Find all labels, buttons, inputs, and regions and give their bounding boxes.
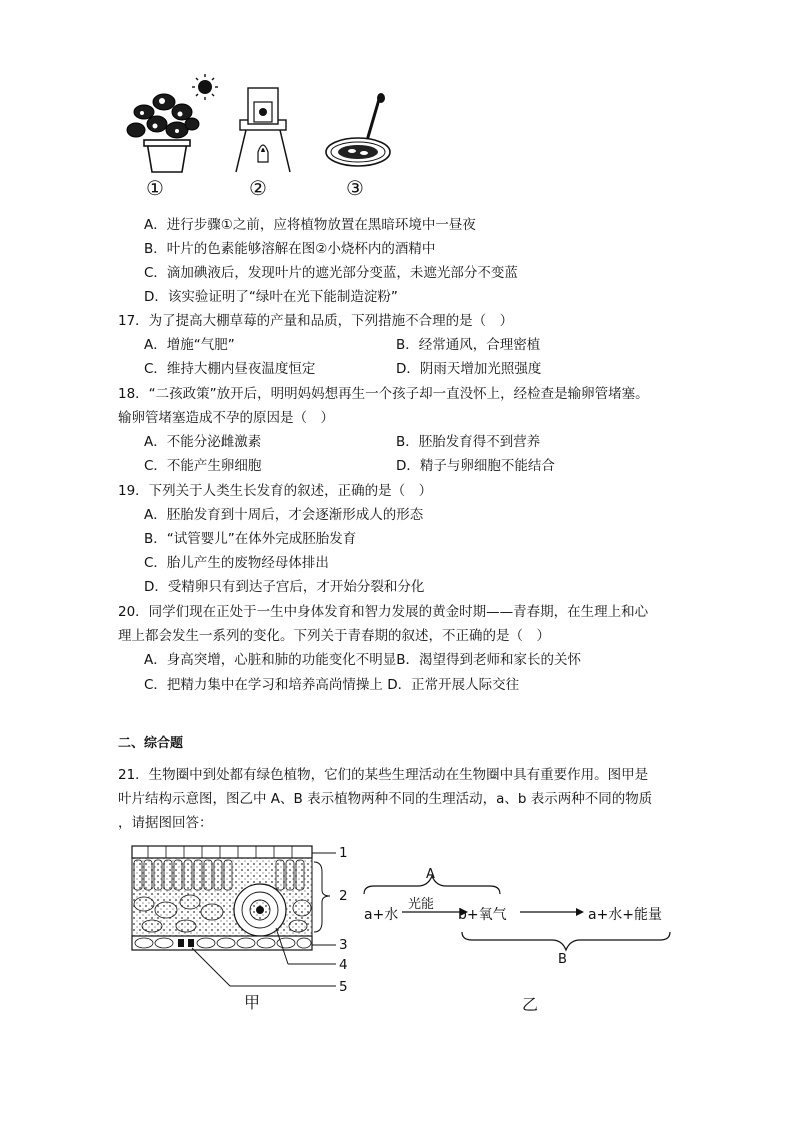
figure-label-3: ③	[346, 176, 364, 200]
option-b: B．“试管婴儿”在体外完成胚胎发育	[144, 531, 357, 547]
label-b-process: B	[558, 952, 567, 967]
leaf-cross-section-diagram	[126, 838, 356, 998]
label-2: 2	[339, 888, 348, 904]
option-d: D．阴雨天增加光照强度	[396, 361, 542, 377]
options-c-d: C．把精力集中在学习和培养高尚情操上 D．正常开展人际交往	[144, 677, 520, 693]
label-5: 5	[339, 979, 348, 995]
question-stem-line1: 21．生物圈中到处都有绿色植物，它们的某些生理活动在生物圈中具有重要作用。图甲是	[118, 767, 649, 783]
water-bath-illustration	[232, 80, 294, 178]
label-1: 1	[339, 845, 348, 861]
option-b: B．胚胎发育得不到营养	[396, 434, 541, 450]
option-a: A．增施“气肥”	[144, 337, 235, 353]
products-middle: b+氧气	[458, 907, 507, 923]
option-d: D．受精卵只有到达子宫后，才开始分裂和分化	[144, 579, 425, 595]
option-b: B．经常通风，合理密植	[396, 337, 541, 353]
figure-caption-yi: 乙	[522, 995, 539, 1014]
sun-icon	[198, 80, 212, 94]
figure-label-1: ①	[146, 176, 164, 200]
products-right: a+水+能量	[588, 907, 663, 923]
label-a-process: A	[426, 867, 435, 882]
option-a: A．进行步骤①之前，应将植物放置在黑暗环境中一昼夜	[144, 217, 476, 233]
question-stem-line1: 18．“二孩政策”放开后，明明妈妈想再生一个孩子却一直没怀上，经检查是输卵管堵塞。	[118, 386, 649, 402]
options-a-b: A．身高突增，心脏和肺的功能变化不明显B．渴望得到老师和家长的关怀	[144, 652, 581, 668]
question-stem-line2: 输卵管堵塞造成不孕的原因是（ ）	[118, 410, 334, 426]
option-c: C．维持大棚内昼夜温度恒定	[144, 361, 316, 377]
option-d: D．精子与卵细胞不能结合	[396, 458, 555, 474]
figure-caption-jia: 甲	[244, 993, 261, 1012]
petri-dish-illustration	[322, 92, 394, 172]
figure-label-2: ②	[249, 176, 267, 200]
option-c: C．不能产生卵细胞	[144, 458, 262, 474]
option-c: C．滴加碘液后，发现叶片的遮光部分变蓝，未遮光部分不变蓝	[144, 265, 518, 281]
question-stem-line2: 叶片结构示意图，图乙中 A、B 表示植物两种不同的生理活动，a、b 表示两种不同的物质	[118, 791, 653, 807]
option-d: D．该实验证明了“绿叶在光下能制造淀粉”	[144, 289, 398, 305]
light-energy-label: 光能	[408, 897, 435, 912]
question-stem-line3: ，请据图回答：	[118, 815, 213, 831]
section-title: 二、综合题	[118, 736, 184, 751]
question-stem-line2: 理上都会发生一系列的变化。下列关于青春期的叙述，不正确的是（ ）	[118, 628, 550, 644]
option-a: A．不能分泌雌激素	[144, 434, 262, 450]
question-stem: 19．下列关于人类生长发育的叙述，正确的是（ ）	[118, 483, 433, 499]
option-c: C．胎儿产生的废物经母体排出	[144, 555, 329, 571]
question-stem-line1: 20．同学们现在正处于一生中身体发育和智力发展的黄金时期——青春期，在生理上和心	[118, 604, 649, 620]
option-b: B．叶片的色素能够溶解在图②小烧杯内的酒精中	[144, 241, 436, 257]
reactants-left: a+水	[364, 907, 399, 923]
question-stem: 17．为了提高大棚草莓的产量和品质，下列措施不合理的是（ ）	[118, 313, 514, 329]
label-4: 4	[339, 957, 348, 973]
label-3: 3	[339, 937, 348, 953]
option-a: A．胚胎发育到十周后，才会逐渐形成人的形态	[144, 507, 424, 523]
potted-plant-illustration	[122, 72, 222, 180]
